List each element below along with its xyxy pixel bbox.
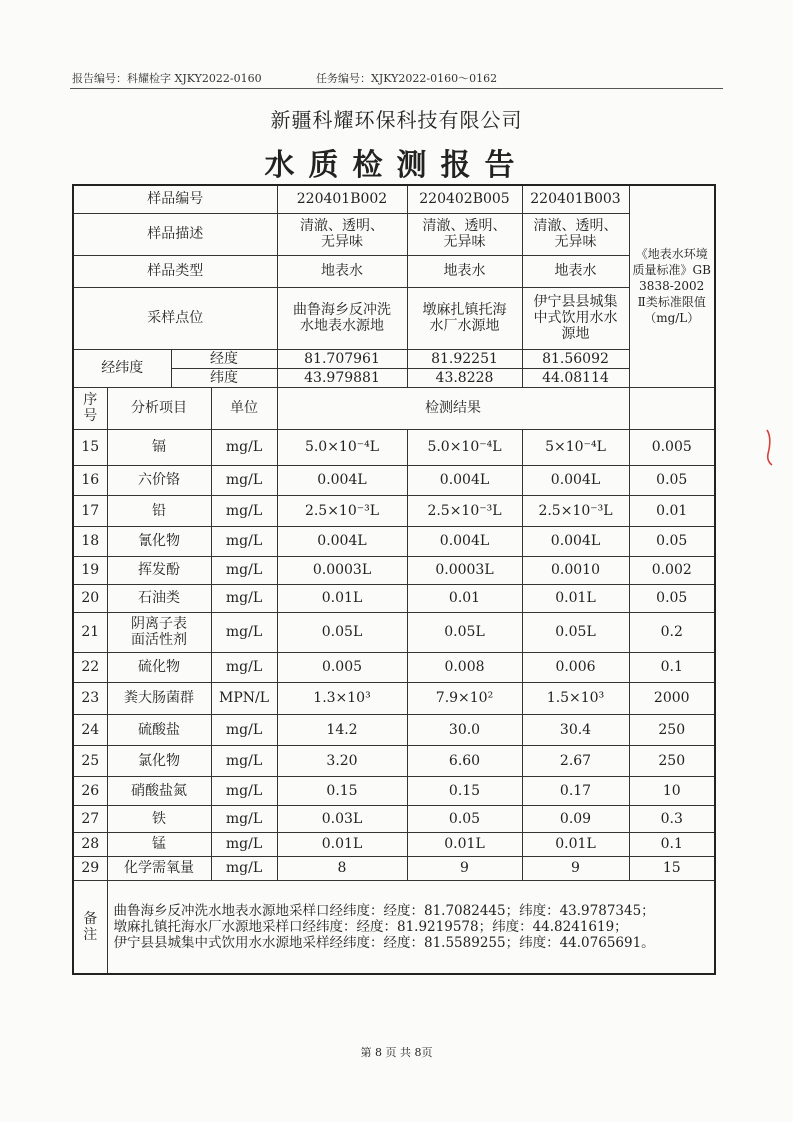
- sample-type-value: 地表水: [407, 255, 522, 287]
- remarks-label: 备 注: [73, 880, 107, 974]
- longitude-value: 81.92251: [407, 349, 522, 368]
- row-number: 23: [73, 682, 107, 714]
- result-value: 0.01L: [522, 832, 629, 856]
- result-value: 0.008: [407, 652, 522, 682]
- unit-value: mg/L: [211, 584, 277, 612]
- result-row: [73, 584, 715, 612]
- result-value: 0.0003L: [277, 556, 407, 584]
- lonlat-label: 经纬度: [73, 349, 171, 387]
- result-value: 7.9×10²: [407, 682, 522, 714]
- result-row: [73, 714, 715, 745]
- result-value: 8: [277, 856, 407, 880]
- row-number: 20: [73, 584, 107, 612]
- result-value: 2.67: [522, 745, 629, 776]
- sample-site-label: 采样点位: [73, 287, 277, 349]
- result-row: [73, 682, 715, 714]
- sample-type-value: 地表水: [522, 255, 629, 287]
- longitude-value: 81.56092: [522, 349, 629, 368]
- sample-desc-value: 清澈、透明、 无异味: [407, 213, 522, 255]
- latitude-label: 纬度: [171, 368, 277, 387]
- result-value: 0.01L: [277, 584, 407, 612]
- unit-value: mg/L: [211, 526, 277, 556]
- unit-value: mg/L: [211, 495, 277, 526]
- unit-value: mg/L: [211, 612, 277, 652]
- result-value: 0.05: [407, 805, 522, 832]
- unit-value: mg/L: [211, 556, 277, 584]
- result-row: [73, 832, 715, 856]
- limit-value: 0.05: [629, 465, 715, 495]
- result-value: 0.09: [522, 805, 629, 832]
- analysis-item: 六价铬: [107, 465, 211, 495]
- result-value: 30.0: [407, 714, 522, 745]
- report-table: [72, 184, 716, 975]
- sample-desc-value: 清澈、透明、 无异味: [277, 213, 407, 255]
- result-value: 3.20: [277, 745, 407, 776]
- header-rule: [70, 88, 723, 89]
- sample-type-value: 地表水: [277, 255, 407, 287]
- analysis-item: 挥发酚: [107, 556, 211, 584]
- row-number: 29: [73, 856, 107, 880]
- result-row: [73, 856, 715, 880]
- unit-value: mg/L: [211, 465, 277, 495]
- result-value: 0.0003L: [407, 556, 522, 584]
- result-row: [73, 429, 715, 465]
- result-value: 5.0×10⁻⁴L: [277, 429, 407, 465]
- analysis-item: 硝酸盐氮: [107, 776, 211, 805]
- result-value: 0.004L: [522, 526, 629, 556]
- analysis-item: 镉: [107, 429, 211, 465]
- result-value: 2.5×10⁻³L: [407, 495, 522, 526]
- analysis-item: 石油类: [107, 584, 211, 612]
- limit-header: [629, 387, 715, 429]
- limit-value: 0.2: [629, 612, 715, 652]
- row-number: 22: [73, 652, 107, 682]
- sample-site-row: [73, 287, 715, 349]
- limit-value: 0.1: [629, 832, 715, 856]
- result-value: 0.004L: [407, 526, 522, 556]
- unit-header: 单位: [211, 387, 277, 429]
- row-number: 19: [73, 556, 107, 584]
- sample-desc-value: 清澈、透明、 无异味: [522, 213, 629, 255]
- sample-id-value: 220401B003: [522, 185, 629, 213]
- seq-header: 序 号: [73, 387, 107, 429]
- limit-value: 2000: [629, 682, 715, 714]
- analysis-item: 铁: [107, 805, 211, 832]
- result-value: 0.05L: [277, 612, 407, 652]
- row-number: 16: [73, 465, 107, 495]
- analysis-item: 化学需氧量: [107, 856, 211, 880]
- result-row: [73, 652, 715, 682]
- result-value: 0.01L: [407, 832, 522, 856]
- result-value: 0.004L: [277, 526, 407, 556]
- longitude-value: 81.707961: [277, 349, 407, 368]
- analysis-item: 铅: [107, 495, 211, 526]
- result-value: 0.004L: [522, 465, 629, 495]
- standard-limit-header: 《地表水环境 质量标准》GB 3838-2002 Ⅱ类标准限值 （mg/L）: [629, 185, 715, 387]
- result-value: 2.5×10⁻³L: [277, 495, 407, 526]
- row-number: 27: [73, 805, 107, 832]
- result-row: [73, 805, 715, 832]
- result-value: 9: [407, 856, 522, 880]
- sample-id-value: 220401B002: [277, 185, 407, 213]
- result-value: 1.5×10³: [522, 682, 629, 714]
- limit-value: 15: [629, 856, 715, 880]
- page-footer: 第 8 页 共 8页: [360, 1046, 433, 1059]
- result-value: 0.15: [407, 776, 522, 805]
- unit-value: mg/L: [211, 652, 277, 682]
- row-number: 26: [73, 776, 107, 805]
- limit-value: 250: [629, 745, 715, 776]
- limit-value: 0.005: [629, 429, 715, 465]
- row-number: 24: [73, 714, 107, 745]
- unit-value: mg/L: [211, 856, 277, 880]
- row-number: 17: [73, 495, 107, 526]
- report-title: 水质检测报告: [264, 148, 529, 183]
- result-value: 6.60: [407, 745, 522, 776]
- longitude-label: 经度: [171, 349, 277, 368]
- longitude-row: [73, 349, 715, 368]
- limit-value: 10: [629, 776, 715, 805]
- unit-value: mg/L: [211, 745, 277, 776]
- sample-desc-label: 样品描述: [73, 213, 277, 255]
- result-value: 0.004L: [277, 465, 407, 495]
- sample-id-row: [73, 185, 715, 213]
- limit-value: 0.3: [629, 805, 715, 832]
- analysis-item: 锰: [107, 832, 211, 856]
- row-number: 25: [73, 745, 107, 776]
- report-number: 报告编号：科耀检字 XJKY2022-0160: [72, 72, 262, 85]
- result-header: 检测结果: [277, 387, 629, 429]
- row-number: 18: [73, 526, 107, 556]
- result-value: 0.01L: [522, 584, 629, 612]
- result-row: [73, 556, 715, 584]
- result-row: [73, 465, 715, 495]
- sample-id-label: 样品编号: [73, 185, 277, 213]
- result-value: 2.5×10⁻³L: [522, 495, 629, 526]
- result-value: 0.004L: [407, 465, 522, 495]
- limit-value: 0.1: [629, 652, 715, 682]
- result-row: [73, 745, 715, 776]
- sample-id-value: 220402B005: [407, 185, 522, 213]
- sample-site-value: 曲鲁海乡反冲洗 水地表水源地: [277, 287, 407, 349]
- remarks-text: 曲鲁海乡反冲洗水地表水源地采样口经纬度：经度：81.7082445；纬度：43.9787345； 墩麻扎镇托海水厂水源地采样口经纬度：经度：81.9219578；纬度：44.8241619； 伊宁县县城集中式饮用水水源地采样经纬度：经度：81.5589255；纬度：44.0765691。: [107, 880, 715, 974]
- result-row: [73, 776, 715, 805]
- result-value: 0.05L: [407, 612, 522, 652]
- result-value: 5.0×10⁻⁴L: [407, 429, 522, 465]
- result-value: 0.17: [522, 776, 629, 805]
- unit-value: mg/L: [211, 776, 277, 805]
- sample-type-row: [73, 255, 715, 287]
- result-value: 9: [522, 856, 629, 880]
- red-ink-mark: [762, 428, 776, 468]
- result-value: 1.3×10³: [277, 682, 407, 714]
- unit-value: MPN/L: [211, 682, 277, 714]
- result-row: [73, 612, 715, 652]
- result-value: 30.4: [522, 714, 629, 745]
- row-number: 15: [73, 429, 107, 465]
- analysis-item: 粪大肠菌群: [107, 682, 211, 714]
- analysis-item: 硫酸盐: [107, 714, 211, 745]
- sample-type-label: 样品类型: [73, 255, 277, 287]
- analysis-item: 氯化物: [107, 745, 211, 776]
- latitude-value: 44.08114: [522, 368, 629, 387]
- limit-value: 250: [629, 714, 715, 745]
- latitude-value: 43.8228: [407, 368, 522, 387]
- result-value: 14.2: [277, 714, 407, 745]
- sample-site-value: 墩麻扎镇托海 水厂水源地: [407, 287, 522, 349]
- result-value: 0.005: [277, 652, 407, 682]
- limit-value: 0.05: [629, 526, 715, 556]
- unit-value: mg/L: [211, 714, 277, 745]
- limit-value: 0.002: [629, 556, 715, 584]
- result-value: 5×10⁻⁴L: [522, 429, 629, 465]
- remarks-row: [73, 880, 715, 974]
- unit-value: mg/L: [211, 832, 277, 856]
- sample-site-value: 伊宁县县城集 中式饮用水水 源地: [522, 287, 629, 349]
- task-number: 任务编号：XJKY2022-0160～0162: [316, 72, 498, 85]
- result-value: 0.15: [277, 776, 407, 805]
- row-number: 21: [73, 612, 107, 652]
- result-value: 0.006: [522, 652, 629, 682]
- item-header: 分析项目: [107, 387, 211, 429]
- result-value: 0.01L: [277, 832, 407, 856]
- company-name: 新疆科耀环保科技有限公司: [270, 108, 523, 132]
- latitude-value: 43.979881: [277, 368, 407, 387]
- row-number: 28: [73, 832, 107, 856]
- result-row: [73, 526, 715, 556]
- result-value: 0.0010: [522, 556, 629, 584]
- analysis-item: 硫化物: [107, 652, 211, 682]
- limit-value: 0.05: [629, 584, 715, 612]
- result-value: 0.01: [407, 584, 522, 612]
- result-value: 0.03L: [277, 805, 407, 832]
- result-value: 0.05L: [522, 612, 629, 652]
- unit-value: mg/L: [211, 429, 277, 465]
- analysis-item: 阴离子表 面活性剂: [107, 612, 211, 652]
- limit-value: 0.01: [629, 495, 715, 526]
- column-header-row: [73, 387, 715, 429]
- unit-value: mg/L: [211, 805, 277, 832]
- analysis-item: 氰化物: [107, 526, 211, 556]
- sample-desc-row: [73, 213, 715, 255]
- result-row: [73, 495, 715, 526]
